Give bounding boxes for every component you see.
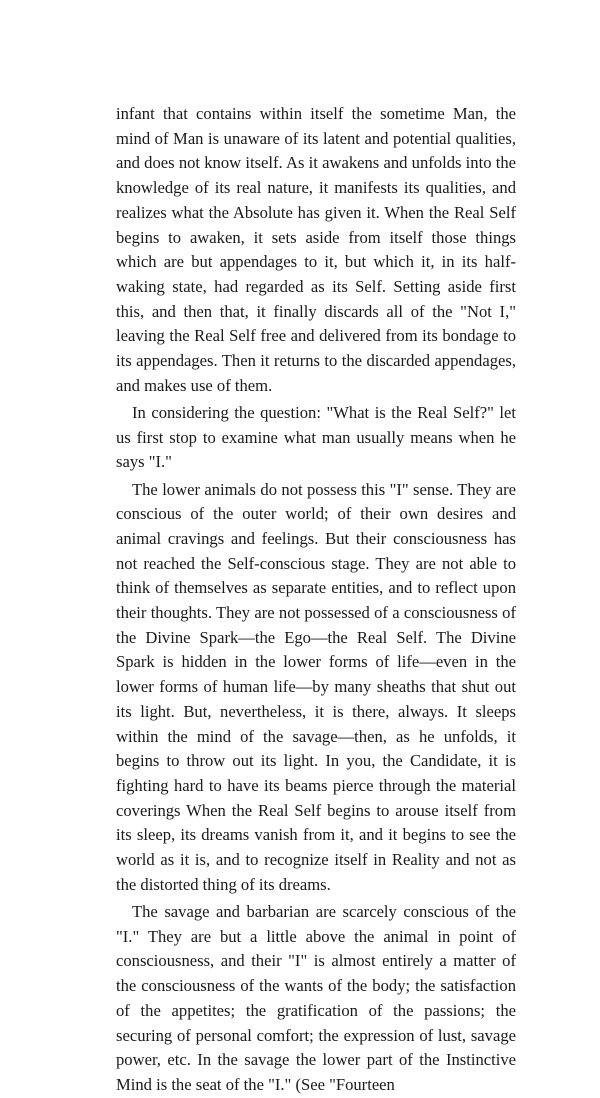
paragraph-savage-barbarian: The savage and barbarian are scarcely conscious of the "I." They are but a little above the animal in point of consciousness, and their "I" is almost entirely a matter of the consciousness of the wants of the body; the satisfaction of the appetites; the gratification of the passions; the securing of personal comfort; the expression of lust, savage power, etc. In the savage the lower part of the Instinctive Mind is the seat of the "I." (See "Fourteen (116, 902, 516, 1094)
paragraph-lower-animals: The lower animals do not possess this "I" sense. They are conscious of the outer world; of their own desires and animal cravings and feelings. But their consciousness has not reached the Self-conscious stage. They are not able to think of themselves as separate entities, and to reflect upon their thoughts. They are not possessed of a consciousness of the Divine Spark—the Ego—the Real Self. The Divine Spark is hidden in the lower forms of life—even in the lower forms of human life—by many sheaths that shut out its light. But, nevertheless, it is there, always. It sleeps within the mind of the savage—then, as he unfolds, it begins to throw out its light. In you, the Candidate, it is fighting hard to have its beams pierce through the material coverings When the Real Self begins to arouse itself from its sleep, its dreams vanish from it, and it begins to see the world as it is, and to recognize itself in Reality and not as the distorted thing of its dreams. (116, 479, 516, 894)
paragraph-continued: infant that contains within itself the sometime Man, the mind of Man is unaware of its latent and potential qualities, and does not know itself. As it awakens and unfolds into the knowledge of its real nature, it manifests its qualities, and realizes what the Absolute has given it. When the Real Self begins to awaken, it sets aside from itself those things which are but appendages to it, but which it, in its half-waking state, had regarded as its Self. Setting aside first this, and then that, it finally discards all of the "Not I," leaving the Real Self free and delivered from its bondage to its appendages. Then it returns to the discarded appendages, and makes use of them. (116, 104, 516, 395)
paragraph-real-self-question: In considering the question: "What is the Real Self?" let us first stop to examine what man usually means when he says "I." (116, 402, 516, 472)
body-text (116, 102, 516, 1098)
